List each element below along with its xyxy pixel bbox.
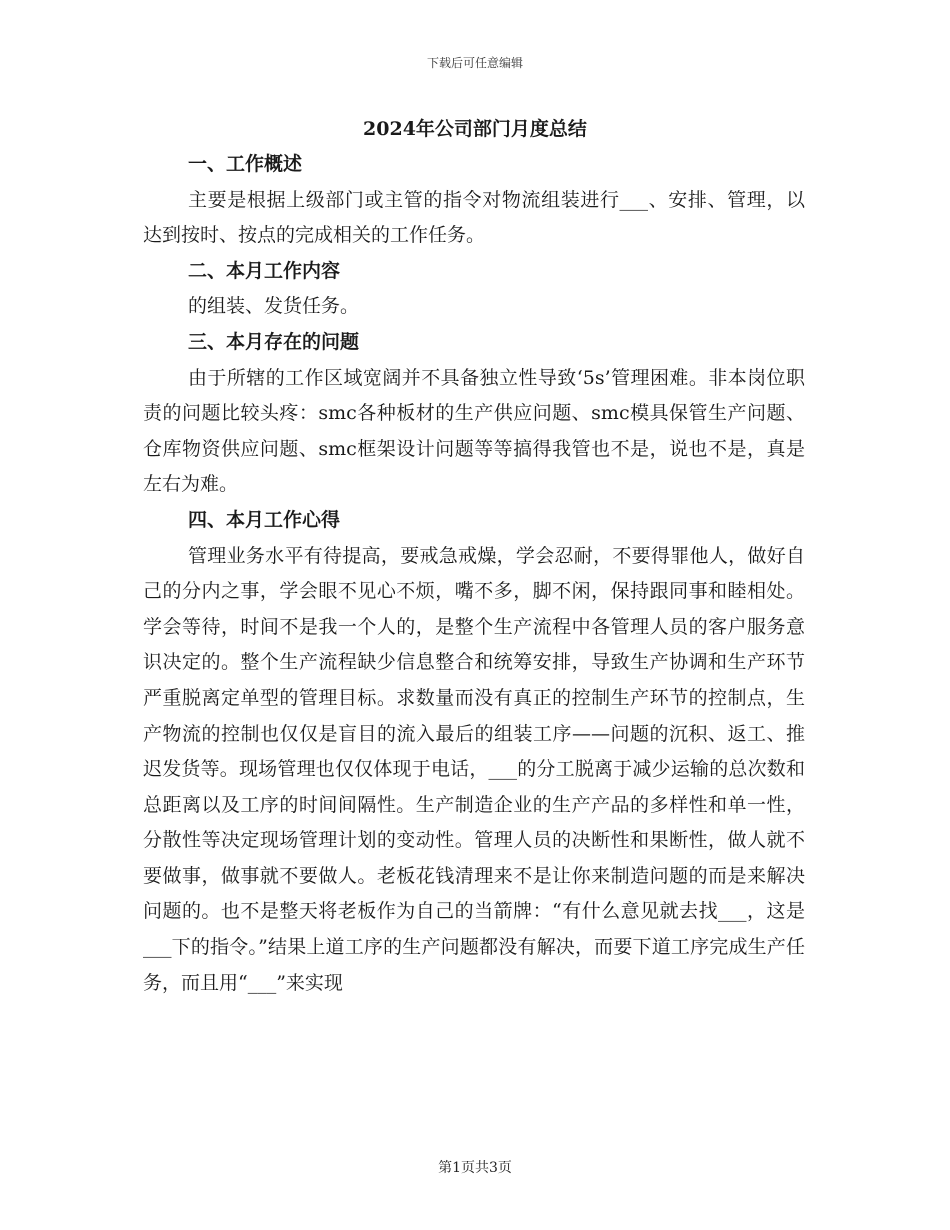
section-heading-problems: 三、本月存在的问题 bbox=[188, 330, 360, 353]
section-paragraph-work-content: 的组装、发货任务。 bbox=[188, 295, 360, 318]
section-paragraph-overview: 主要是根据上级部门或主管的指令对物流组装进行___、安排、管理，以达到按时、按点的完成相关的工作任务。 bbox=[143, 188, 805, 247]
document-body bbox=[143, 147, 805, 1001]
section-heading-overview: 一、工作概述 bbox=[188, 153, 303, 175]
section-heading-work-content: 二、本月工作内容 bbox=[188, 259, 341, 282]
document-title: 2024年公司部门月度总结 bbox=[363, 118, 587, 140]
section-paragraph-experience: 管理业务水平有待提高，要戒急戒燥，学会忍耐，不要得罪他人，做好自己的分内之事，学会眼不见心不烦，嘴不多，脚不闲，保持跟同事和睦相处。学会等待，时间不是我一个人的，是整个生产流程中各管理人员的客户服务意识决定的。整个生产流程缺少信息整合和统筹安排，导致生产协调和生产环节严重脱离定单型的管理目标。求数量而没有真正的控制生产环节的控制点，生产物流的控制也仅仅是盲目的流入最后的组装工序——问题的沉积、返工、推迟发货等。现场管理也仅仅体现于电话，___的分工脱离于减少运输的总次数和总距离以及工序的时间间隔性。生产制造企业的生产产品的多样性和单一性，分散性等决定现场管理计划的变动性。管理人员的决断性和果断性，做人就不要做事，做事就不要做人。老板花钱清理来不是让你来制造问题的而是来解决问题的。也不是整天将老板作为自己的当箭牌：“有什么意见就去找___，这是___下的指令。”结果上道工序的生产问题都没有解决，而要下道工序完成生产任务，而且用“___”来实现 bbox=[143, 544, 805, 994]
section-paragraph-problems: 由于所辖的工作区域宽阔并不具备独立性导致‘5s’管理困难。非本岗位职责的问题比较头疼：smc各种板材的生产供应问题、smc模具保管生产问题、仓库物资供应问题、smc框架设计问题等等搞得我管也不是，说也不是，真是左右为难。 bbox=[143, 366, 805, 496]
page-number-indicator: 第1页共3页 bbox=[438, 1160, 512, 1176]
page-header-note: 下载后可任意编辑 bbox=[426, 56, 523, 70]
section-heading-experience: 四、本月工作心得 bbox=[188, 508, 341, 531]
